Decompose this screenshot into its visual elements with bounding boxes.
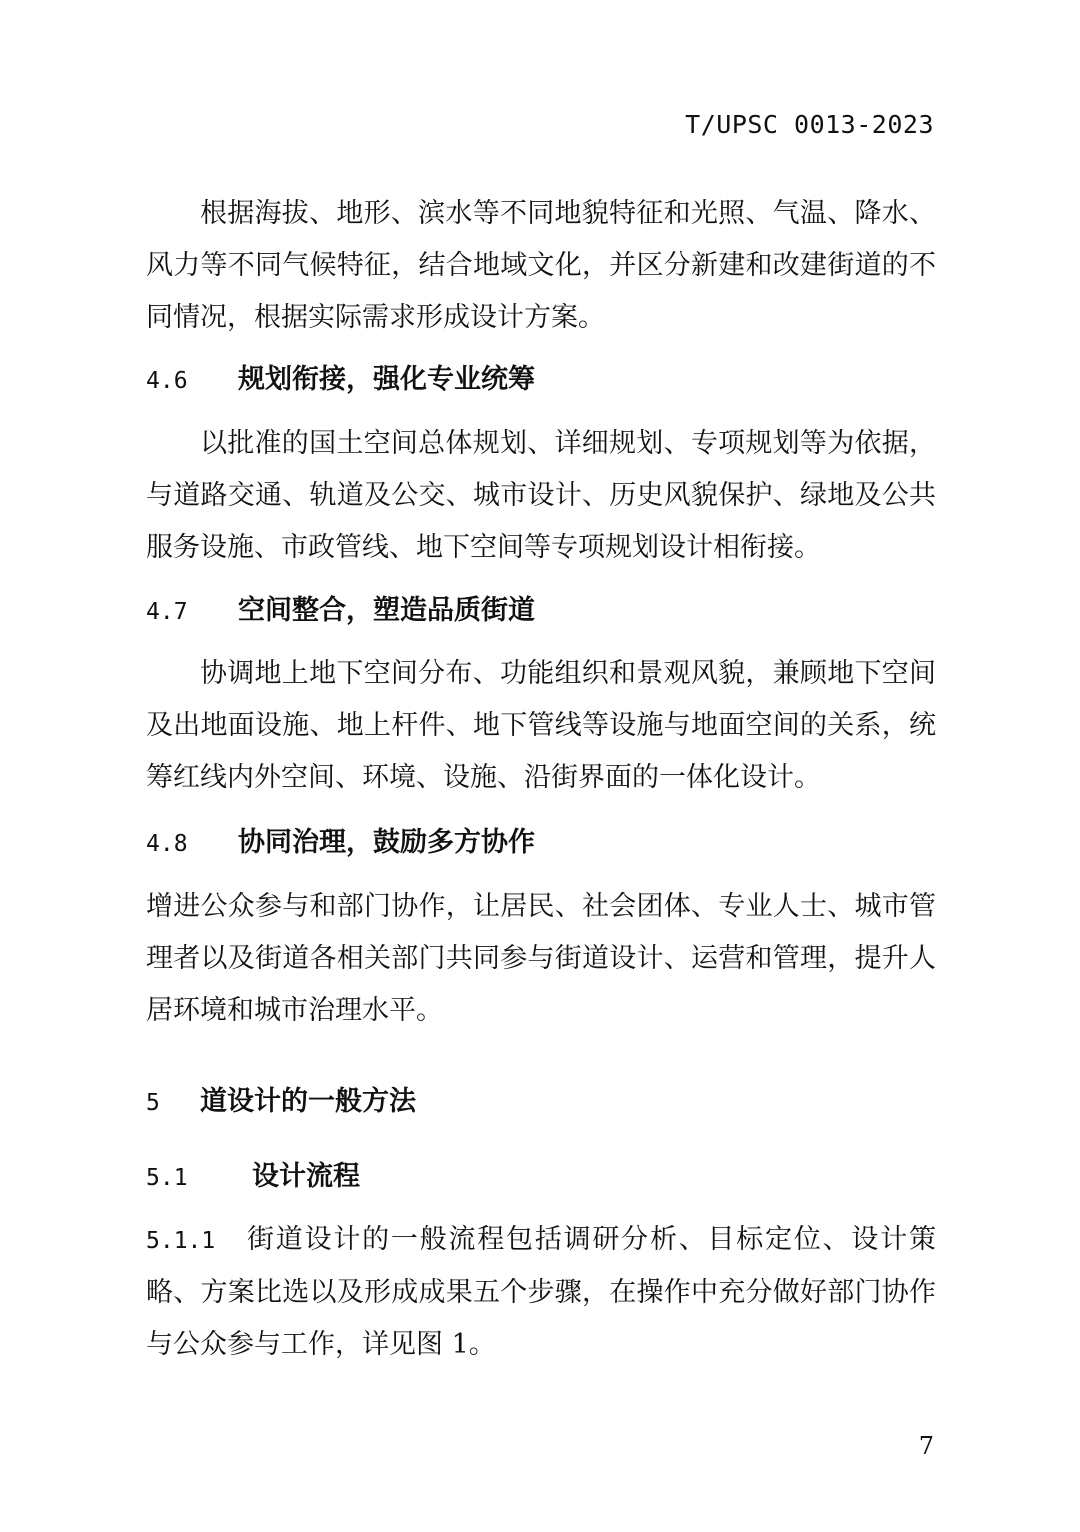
section-title: 空间整合，塑造品质街道 [238, 595, 535, 626]
section-number: 5.1 [146, 1165, 188, 1191]
clause-text: 街道设计的一般流程包括调研分析、目标定位、设计策略、方案比选以及形成成果五个步骤，在操作中充分做好部门协作与公众参与工作，详见图 1。 [146, 1224, 936, 1360]
page-number: 7 [918, 1432, 934, 1460]
standard-code: T/UPSC 0013-2023 [685, 110, 934, 139]
section-body-4-6: 以批准的国土空间总体规划、详细规划、专项规划等为依据，与道路交通、轨道及公交、城市设计、历史风貌保护、绿地及公共服务设施、市政管线、地下空间等专项规划设计相衔接。 [146, 428, 936, 563]
clause-5-1-1 [146, 1214, 936, 1371]
section-number: 4.8 [146, 831, 188, 857]
section-title: 规划衔接，强化专业统筹 [238, 364, 535, 395]
section-title: 设计流程 [252, 1161, 360, 1192]
section-body-4-7: 协调地上地下空间分布、功能组织和景观风貌，兼顾地下空间及出地面设施、地上杆件、地下管线等设施与地面空间的关系，统筹红线内外空间、环境、设施、沿街界面的一体化设计。 [146, 658, 936, 793]
section-body-4-8: 增进公众参与和部门协作，让居民、社会团体、专业人士、城市管理者以及街道各相关部门共同参与街道设计、运营和管理，提升人居环境和城市治理水平。 [146, 891, 936, 1026]
section-number: 4.6 [146, 368, 188, 394]
section-heading-4-8 [146, 823, 535, 864]
section-title: 协同治理，鼓励多方协作 [238, 827, 535, 858]
chapter-title: 道设计的一般方法 [200, 1086, 416, 1117]
section-heading-4-7 [146, 591, 535, 632]
chapter-number: 5 [146, 1090, 160, 1116]
clause-number: 5.1.1 [146, 1228, 216, 1254]
paragraph-intro: 根据海拔、地形、滨水等不同地貌特征和光照、气温、降水、风力等不同气候特征，结合地域文化，并区分新建和改建街道的不同情况，根据实际需求形成设计方案。 [146, 198, 936, 333]
section-heading-4-6 [146, 360, 535, 401]
section-number: 4.7 [146, 599, 188, 625]
section-heading-5-1 [146, 1157, 360, 1198]
chapter-heading-5 [146, 1082, 416, 1123]
